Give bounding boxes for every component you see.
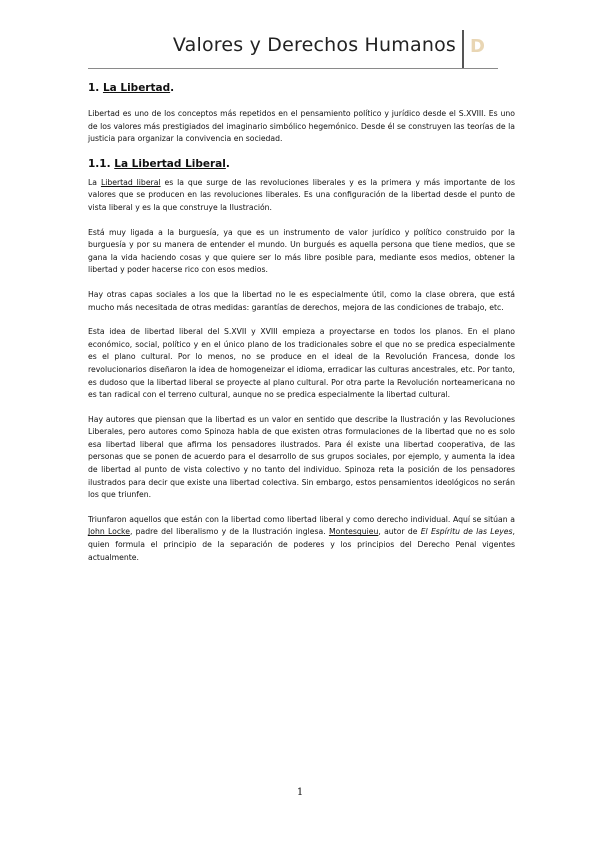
subsection-suffix: . bbox=[225, 157, 230, 170]
john-locke-link: John Locke bbox=[88, 527, 130, 537]
text-run: , padre del liberalismo y de la Ilustración inglesa. bbox=[129, 527, 329, 537]
page-header bbox=[0, 28, 600, 68]
text-run: es la que surge de las revoluciones liberales y es la primera y más importante de los valores que se producen en las revoluciones liberales. Es una configuración de la libertad desde el punto de vista liberal y es la que construye la Ilustración. bbox=[88, 177, 516, 212]
paragraph-1: Libertad es uno de los conceptos más repetidos en el pensamiento político y jurídico desde el S.XVIII. Es uno de los valores más prestigiados del imaginario simbólico hegemónico. Desde él se construyen las teorías de la justicia para organizar la convivencia en sociedad. bbox=[88, 109, 515, 144]
header-title: Valores y Derechos Humanos bbox=[172, 34, 456, 56]
document-body bbox=[88, 82, 515, 576]
text-run: , quien formula el principio de la separación de poderes y los principios del Derecho Penal vigentes actualmente. bbox=[88, 527, 515, 562]
text-run: La bbox=[88, 177, 101, 187]
paragraph-6: Hay autores que piensan que la libertad es un valor en sentido que describe la Ilustración y las Revoluciones Liberales, pero autores como Spinoza habla de que existen otras formulaciones de la libertad que no es solo esa libertad liberal que afirma los pensadores ilustrados. Para él existe una libertad cooperativa, de las personas que se ponen de acuerdo para el desarrollo de sus grupos sociales, por ejemplo, y aumenta la idea de libertad al punto de vista colectivo y no tanto del individuo. Spinoza reta la posición de los pensadores ilustrados para decir que existe una libertad colectiva. Sin embargo, estos pensamientos ideológicos no serán los que triunfen. bbox=[88, 414, 515, 500]
section-number: 1. bbox=[88, 82, 100, 94]
libertad-liberal-link: Libertad liberal bbox=[100, 177, 161, 187]
section-title: La Libertad bbox=[102, 82, 171, 94]
paragraph-4: Hay otras capas sociales a los que la libertad no le es especialmente útil, como la clase obrera, que está mucho más necesitada de otras medidas: garantías de derechos, mejora de las condiciones de trabajo, etc. bbox=[88, 289, 515, 312]
text-run: , autor de bbox=[378, 527, 421, 537]
page-number: 1 bbox=[296, 787, 304, 798]
paragraph-7 bbox=[88, 514, 515, 564]
section-suffix: . bbox=[170, 82, 175, 94]
section-heading-1 bbox=[88, 82, 515, 94]
paragraph-3: Está muy ligada a la burguesía, ya que es un instrumento de valor jurídico y político construido por la burguesía y por su manera de entender el mundo. Un burgués es aquella persona que tiene medios, que se gana la vida haciendo cosas y que quiere ser lo más libre posible para, mediante esos medios, obtener la libertad y poder hacerse rico con esos medios. bbox=[88, 227, 515, 275]
subsection-title: La Libertad Liberal bbox=[114, 157, 226, 170]
subsection-number: 1.1. bbox=[88, 157, 111, 170]
header-divider bbox=[462, 30, 464, 68]
paragraph-2 bbox=[88, 177, 515, 215]
header-rule bbox=[88, 68, 498, 69]
paragraph-5: Esta idea de libertad liberal del S.XVII y XVIII empieza a proyectarse en todos los planos. En el plano económico, social, político y en el único plano de los tradicionales sobre el que no se predica especialmente es el plano cultural. Por lo menos, no se produce en el ideal de la Revolución Francesa, donde los revolucionarios diseñaron la idea de homogeneizar el idioma, erradicar las culturas ancestrales, etc. Por tanto, es dudoso que la libertad liberal se proyecte al plano cultural. Por otra parte la Revolución norteamericana no es tan radical con el terreno cultural, aunque no se predica especialmente la libertad cultural. bbox=[88, 327, 515, 400]
montesquieu-link: Montesquieu bbox=[328, 527, 379, 537]
book-title: El Espíritu de las Leyes bbox=[420, 527, 513, 537]
section-heading-1-1 bbox=[88, 158, 515, 170]
header-letter-logo: D bbox=[470, 36, 485, 57]
text-run: Triunfaron aquellos que están con la libertad como libertad liberal y como derecho individual. Aquí se sitúan a bbox=[88, 514, 515, 524]
